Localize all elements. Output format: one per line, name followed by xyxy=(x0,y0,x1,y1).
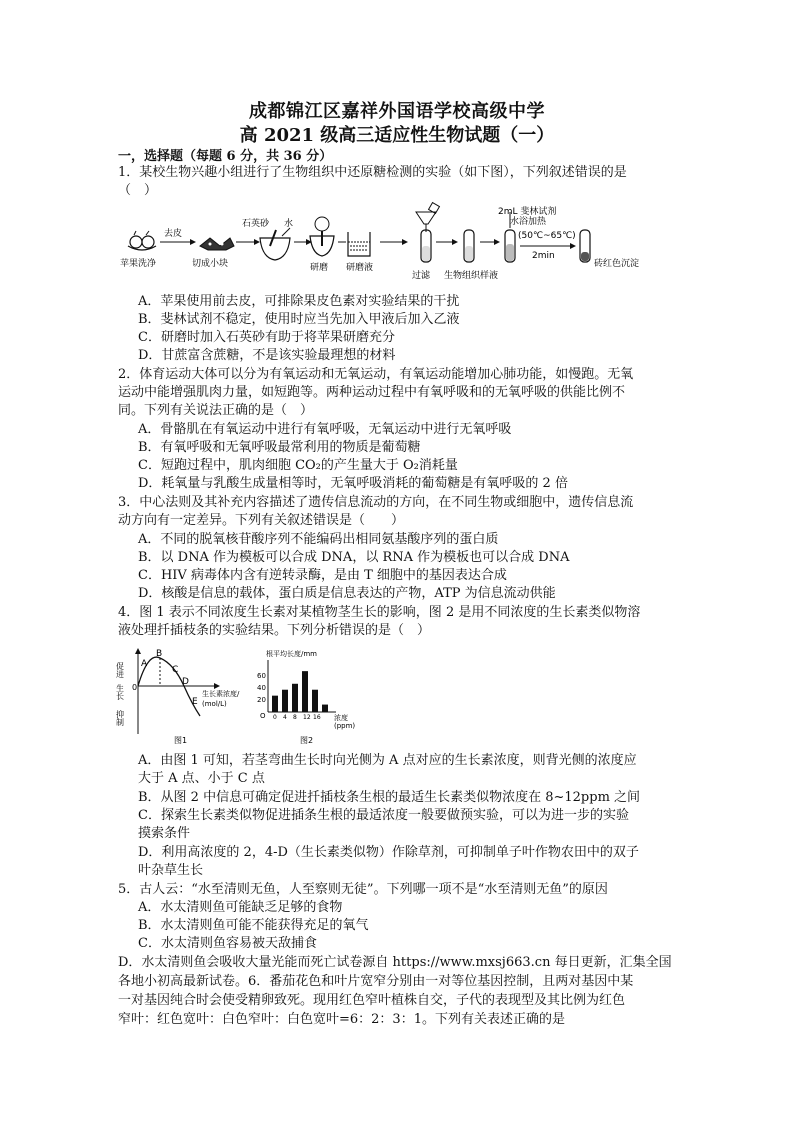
q6-stem-line3: 一对基因纯合时会使受精卵致死。现用红色窄叶植株自交，子代的表现型及其比例为红色 xyxy=(118,993,626,1008)
fig1-point-d: D xyxy=(182,677,189,687)
fig2-bar-4 xyxy=(312,690,318,712)
fig2-ytick-20: 20 xyxy=(257,696,266,704)
fig2-ylabel: 根平均长度/mm xyxy=(266,650,317,658)
label-peel: 去皮 xyxy=(164,229,183,239)
q2-stem-line3: 同。下列有关说法正确的是（ ） xyxy=(118,403,314,418)
q4-option-c-line1: C．探索生长素类似物促进插条生根的最适浓度一般要做预实验，可以为进一步的实验 xyxy=(138,808,629,823)
fig1-xunit: (mol/L) xyxy=(202,700,227,708)
school-name: 成都锦江区嘉祥外国语学校高级中学 xyxy=(249,101,545,122)
q4-figure-1 xyxy=(115,646,248,746)
q1-stem: 1．某校生物兴趣小组进行了生物组织中还原糖检测的实验（如下图），下列叙述错误的是 xyxy=(118,165,627,180)
fig1-y-promote: 促进 xyxy=(115,662,125,678)
fig2-bar-1 xyxy=(282,690,288,712)
fig2-xtick-2: 8 xyxy=(293,714,297,721)
label-grind: 研磨 xyxy=(310,263,329,273)
q1-option-c: C．研磨时加入石英砂有助于将苹果研磨充分 xyxy=(138,330,395,345)
q4-stem-line1: 4．图 1 表示不同浓度生长素对某植物茎生长的影响，图 2 是用不同浓度的生长素类似物溶 xyxy=(118,605,641,620)
label-temperature: (50℃~65℃) xyxy=(518,231,576,241)
q2-stem-line1: 2．体育运动大体可以分为有氧运动和无氧运动，有氧运动能增加心肺功能，如慢跑。无氧 xyxy=(118,367,634,382)
q2-option-c: C．短跑过程中，肌肉细胞 CO₂的产生量大于 O₂消耗量 xyxy=(138,458,458,473)
label-result: 砖红色沉淀 xyxy=(594,259,640,269)
label-time: 2min xyxy=(532,251,555,261)
q2-option-a: A．骨骼肌在有氧运动中进行有氧呼吸，无氧运动中进行无氧呼吸 xyxy=(138,422,512,437)
q3-stem-line1: 3．中心法则及其补充内容描述了遗传信息流动的方向，在不同生物或细胞中，遗传信息流 xyxy=(118,495,634,510)
fig2-xtick-1: 4 xyxy=(283,714,287,721)
fig2-bar-3 xyxy=(302,671,308,712)
q2-stem-line2: 运动中能增强肌肉力量，如短跑等。两种运动过程中有氧呼吸和的无氧呼吸的供能比例不 xyxy=(118,385,626,400)
fig1-point-e: E xyxy=(192,697,198,707)
fig1-point-b: B xyxy=(156,649,163,659)
label-filter: 过滤 xyxy=(412,271,431,281)
result-tube-icon xyxy=(580,230,590,262)
q1-option-b: B．斐林试剂不稳定，使用时应当先加入甲液后加入乙液 xyxy=(138,312,460,327)
pestle-icon xyxy=(310,217,334,256)
label-reagent: 2mL 斐林试剂 xyxy=(498,207,557,217)
q3-option-c: C．HIV 病毒体内含有逆转录酶，是由 T 细胞中的基因表达合成 xyxy=(138,568,507,583)
fig2-ytick-40: 40 xyxy=(257,684,266,692)
q5-option-b: B．水太清则鱼可能不能获得充足的氧气 xyxy=(138,918,369,933)
beaker-icon xyxy=(348,232,370,256)
fig1-caption: 图1 xyxy=(174,736,188,745)
fig1-zero: 0 xyxy=(132,683,138,692)
funnel-icon xyxy=(416,203,439,262)
apple-chunks-icon xyxy=(200,238,234,250)
section-heading: 一，选择题（每题 6 分，共 36 分） xyxy=(118,149,333,164)
fig1-xlabel: 生长素浓度/ xyxy=(202,690,240,698)
label-apple-wash: 苹果洗净 xyxy=(120,259,157,269)
q3-stem-line2: 动方向有一定差异。下列有关叙述错误是（ ） xyxy=(118,513,405,528)
q4-option-a-line2: 大于 A 点、小于 C 点 xyxy=(138,771,265,786)
fig2-xunit: (ppm) xyxy=(334,722,356,730)
q1-stem-paren: （ ） xyxy=(118,183,158,198)
fig2-xtick-0: 0 xyxy=(273,714,277,721)
q4-stem-line2: 液处理扦插枝条的实验结果。下列分析错误的是（ ） xyxy=(118,623,431,638)
fig2-origin: O xyxy=(260,712,266,720)
q4-option-d-line1: D．利用高浓度的 2，4-D（生长素类似物）作除草剂，可抑制单子叶作物农田中的双子 xyxy=(138,845,639,860)
fig2-bar-2 xyxy=(292,684,298,712)
q5-option-d-and-q6-line1: D．水太清则鱼会吸收大量光能而死亡试卷源自 https://www.mxsj663.cn 每日更新，汇集全国 xyxy=(118,955,672,970)
q5-option-a: A．水太清则鱼可能缺乏足够的食物 xyxy=(138,900,343,915)
fig1-point-c: C xyxy=(172,665,179,675)
label-sand: 石英砂 xyxy=(242,219,270,229)
exam-title: 高 2021 级高三适应性生物试题（一） xyxy=(239,125,555,146)
fig2-caption: 图2 xyxy=(300,736,314,745)
q1-option-d: D．甘蔗富含蔗糖，不是该实验最理想的材料 xyxy=(138,348,396,363)
fig2-xtick-3: 12 xyxy=(303,714,311,721)
q3-option-d: D．核酸是信息的载体，蛋白质是信息表达的产物，ATP 为信息流动供能 xyxy=(138,586,556,601)
q1-option-a: A．苹果使用前去皮，可排除果皮色素对实验结果的干扰 xyxy=(138,294,460,309)
q5-stem: 5．古人云：“水至清则无鱼，人至察则无徒”。下列哪一项不是“水至清则无鱼”的原因 xyxy=(118,882,608,897)
label-water-bath: 水浴加热 xyxy=(510,217,547,227)
fig2-ytick-60: 60 xyxy=(257,672,266,680)
fig2-bar-5 xyxy=(322,705,328,712)
q2-option-d: D．耗氧量与乳酸生成量相等时，无氧呼吸消耗的葡萄糖是有氧呼吸的 2 倍 xyxy=(138,476,568,491)
fig2-xlabel: 浓度 xyxy=(334,714,348,722)
fig1-point-a: A xyxy=(141,659,148,669)
label-sample: 生物组织样液 xyxy=(444,271,499,281)
label-cut: 切成小块 xyxy=(192,259,229,269)
q6-stem-line4: 窄叶：红色宽叶：白色窄叶：白色宽叶=6：2：3：1。下列有关表述正确的是 xyxy=(118,1012,565,1027)
q4-option-b: B．从图 2 中信息可确定促进扦插枝条生根的最适生长素类似物浓度在 8~12ppm 之间 xyxy=(138,790,641,805)
fig2-xtick-4: 16 xyxy=(313,714,321,721)
label-water: 水 xyxy=(284,219,294,229)
sample-tube-icon xyxy=(464,230,474,262)
q1-experiment-figure xyxy=(118,202,658,287)
fig2-bar-0 xyxy=(272,696,278,712)
apple-icon xyxy=(128,231,156,250)
q5-option-c: C．水太清则鱼容易被天敌捕食 xyxy=(138,936,317,951)
q3-option-a: A．不同的脱氧核苷酸序列不能编码出相同氨基酸序列的蛋白质 xyxy=(138,532,499,547)
q4-option-a-line1: A．由图 1 可知，若茎弯曲生长时向光侧为 A 点对应的生长素浓度，则背光侧的浓度应 xyxy=(138,753,637,768)
q2-option-b: B．有氧呼吸和无氧呼吸最常利用的物质是葡萄糖 xyxy=(138,440,421,455)
mortar-icon xyxy=(260,230,290,260)
q4-option-c-line2: 摸索条件 xyxy=(138,826,191,841)
q3-option-b: B．以 DNA 作为模板可以合成 DNA，以 RNA 作为模板也可以合成 DNA xyxy=(138,550,570,565)
fig1-y-growth: 生长 xyxy=(115,684,125,700)
q4-option-d-line2: 叶杂草生长 xyxy=(138,863,204,878)
label-grind-liquid: 研磨液 xyxy=(346,263,374,273)
fig1-y-inhibit: 抑制 xyxy=(115,710,125,726)
q4-figure-2 xyxy=(256,646,366,746)
q6-stem-line2: 各地小初高最新试卷。6．番茄花色和叶片宽窄分别由一对等位基因控制，且两对基因中某 xyxy=(118,974,634,989)
